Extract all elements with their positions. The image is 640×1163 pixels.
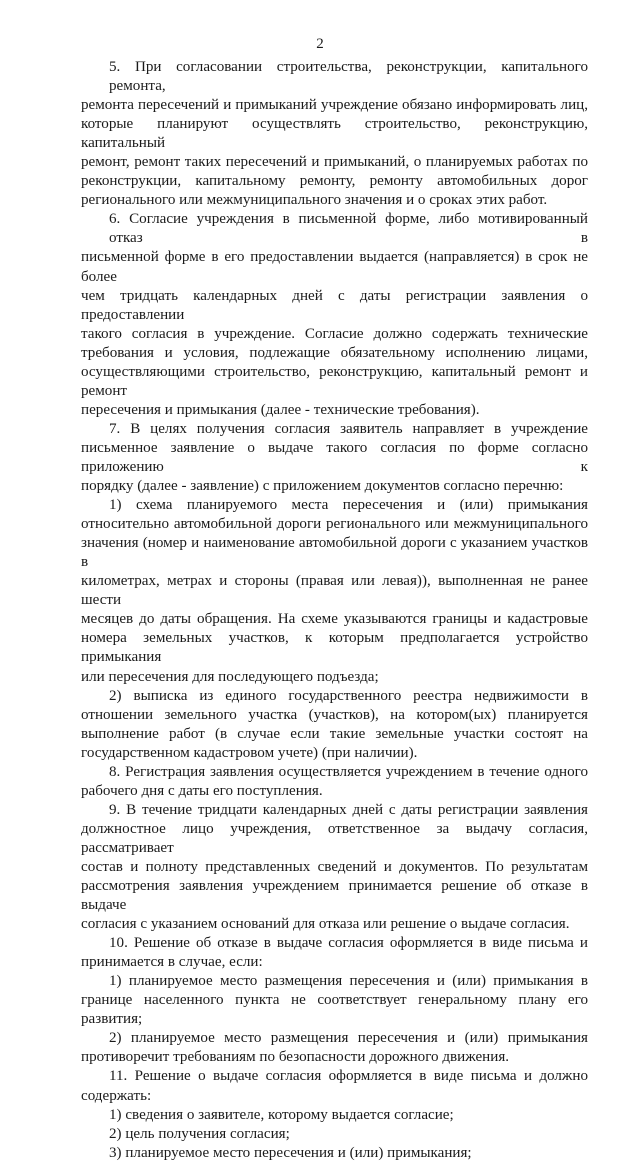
text-line: номера земельных участков, к которым предполагается устройство примыкания (81, 630, 588, 666)
text-line: реконструкции, капитальному ремонту, ремонту автомобильных дорог (81, 173, 588, 190)
text-line: 5. При согласовании строительства, реконструкции, капитального ремонта, (109, 59, 588, 95)
text-line: ремонт, ремонт таких пересечений и примыканий, о планируемых работах по (81, 154, 588, 171)
text-line: осуществляющими строительство, реконструкцию, капитальный ремонт и ремонт (81, 363, 588, 399)
paragraph-p11-2 (81, 1125, 588, 1144)
text-line: ремонта пересечений и примыканий учреждение обязано информировать лиц, (81, 97, 588, 114)
paragraph-p7 (81, 420, 588, 496)
text-line: километрах, метрах и стороны (правая или левая)), выполненная не ранее шести (81, 573, 588, 609)
text-line: месяцев до даты обращения. На схеме указываются границы и кадастровые (81, 611, 588, 628)
text-line: регионального или межмуниципального значения и о сроках этих работ. (81, 192, 548, 209)
text-line: 11. Решение о выдаче согласия оформляется в виде письма и должно (109, 1068, 588, 1085)
text-line: принимается в случае, если: (81, 954, 263, 971)
text-line: или пересечения для последующего подъезда; (81, 668, 379, 685)
text-line: порядку (далее - заявление) с приложением документов согласно перечню: (81, 478, 564, 495)
text-line: 2) планируемое место размещения пересечения и (или) примыкания (109, 1030, 588, 1047)
paragraph-p11-3 (81, 1144, 588, 1163)
text-line: относительно автомобильной дороги регионального или межмуниципального (81, 516, 588, 533)
text-line: 1) схема планируемого места пересечения и (или) примыкания (109, 497, 588, 514)
text-line: письменное заявление о выдаче такого согласия по форме согласно приложению к (81, 439, 588, 475)
text-line: состав и полноту представленных сведений и документов. По результатам (81, 858, 588, 875)
document-body (81, 58, 588, 1163)
text-line: 8. Регистрация заявления осуществляется учреждением в течение одного (109, 763, 588, 780)
text-line: 2) выписка из единого государственного реестра недвижимости в (109, 687, 588, 704)
text-line: рабочего дня с даты его поступления. (81, 782, 323, 799)
text-line: содержать: (81, 1087, 152, 1104)
text-line: которые планируют осуществлять строительство, реконструкцию, капитальный (81, 116, 588, 152)
paragraph-p11-1 (81, 1106, 588, 1125)
text-line: требования и условия, подлежащие обязательному исполнению лицами, (81, 344, 588, 361)
text-line: значения (номер и наименование автомобильной дороги с указанием участков в (81, 535, 588, 571)
text-line: должностное лицо учреждения, ответственное за выдачу согласия, рассматривает (81, 820, 588, 856)
text-line: 9. В течение тридцати календарных дней с даты регистрации заявления (109, 801, 588, 818)
text-line: 6. Согласие учреждения в письменной форме, либо мотивированный отказ в (109, 211, 588, 247)
text-line: 10. Решение об отказе в выдаче согласия оформляется в виде письма и (109, 935, 588, 952)
text-line: такого согласия в учреждение. Согласие должно содержать технические (81, 325, 588, 342)
paragraph-p5 (81, 58, 588, 210)
text-line: 3) планируемое место пересечения и (или) примыкания; (109, 1144, 472, 1161)
text-line: рассмотрения заявления учреждением принимается решение об отказе в выдаче (81, 878, 588, 914)
paragraph-p10 (81, 934, 588, 972)
text-line: чем тридцать календарных дней с даты регистрации заявления о предоставлении (81, 287, 588, 323)
text-line: 7. В целях получения согласия заявитель направляет в учреждение (109, 420, 588, 437)
text-line: письменной форме в его предоставлении выдается (направляется) в срок не более (81, 249, 588, 285)
paragraph-p7-2 (81, 687, 588, 763)
paragraph-p10-2 (81, 1029, 588, 1067)
text-line: 1) планируемое место размещения пересечения и (или) примыкания в (109, 973, 588, 990)
text-line: границе населенного пункта не соответствует генеральному плану его развития; (81, 992, 588, 1028)
paragraph-p11 (81, 1067, 588, 1105)
text-line: выполнение работ (в случае если такие земельные участки состоят на (81, 725, 588, 742)
text-line: 1) сведения о заявителе, которому выдается согласие; (109, 1106, 454, 1123)
paragraph-p8 (81, 763, 588, 801)
text-line: 2) цель получения согласия; (109, 1125, 290, 1142)
paragraph-p9 (81, 801, 588, 934)
paragraph-p7-1 (81, 496, 588, 686)
text-line: пересечения и примыкания (далее - технические требования). (81, 401, 480, 418)
paragraph-p10-1 (81, 972, 588, 1029)
text-line: противоречит требованиям по безопасности дорожного движения. (81, 1049, 510, 1066)
page-number: 2 (316, 36, 324, 52)
paragraph-p6 (81, 210, 588, 420)
text-line: отношении земельного участка (участков), на котором(ых) планируется (81, 706, 588, 723)
text-line: согласия с указанием оснований для отказа или решение о выдаче согласия. (81, 916, 570, 933)
text-line: государственном кадастровом учете) (при наличии). (81, 744, 418, 761)
